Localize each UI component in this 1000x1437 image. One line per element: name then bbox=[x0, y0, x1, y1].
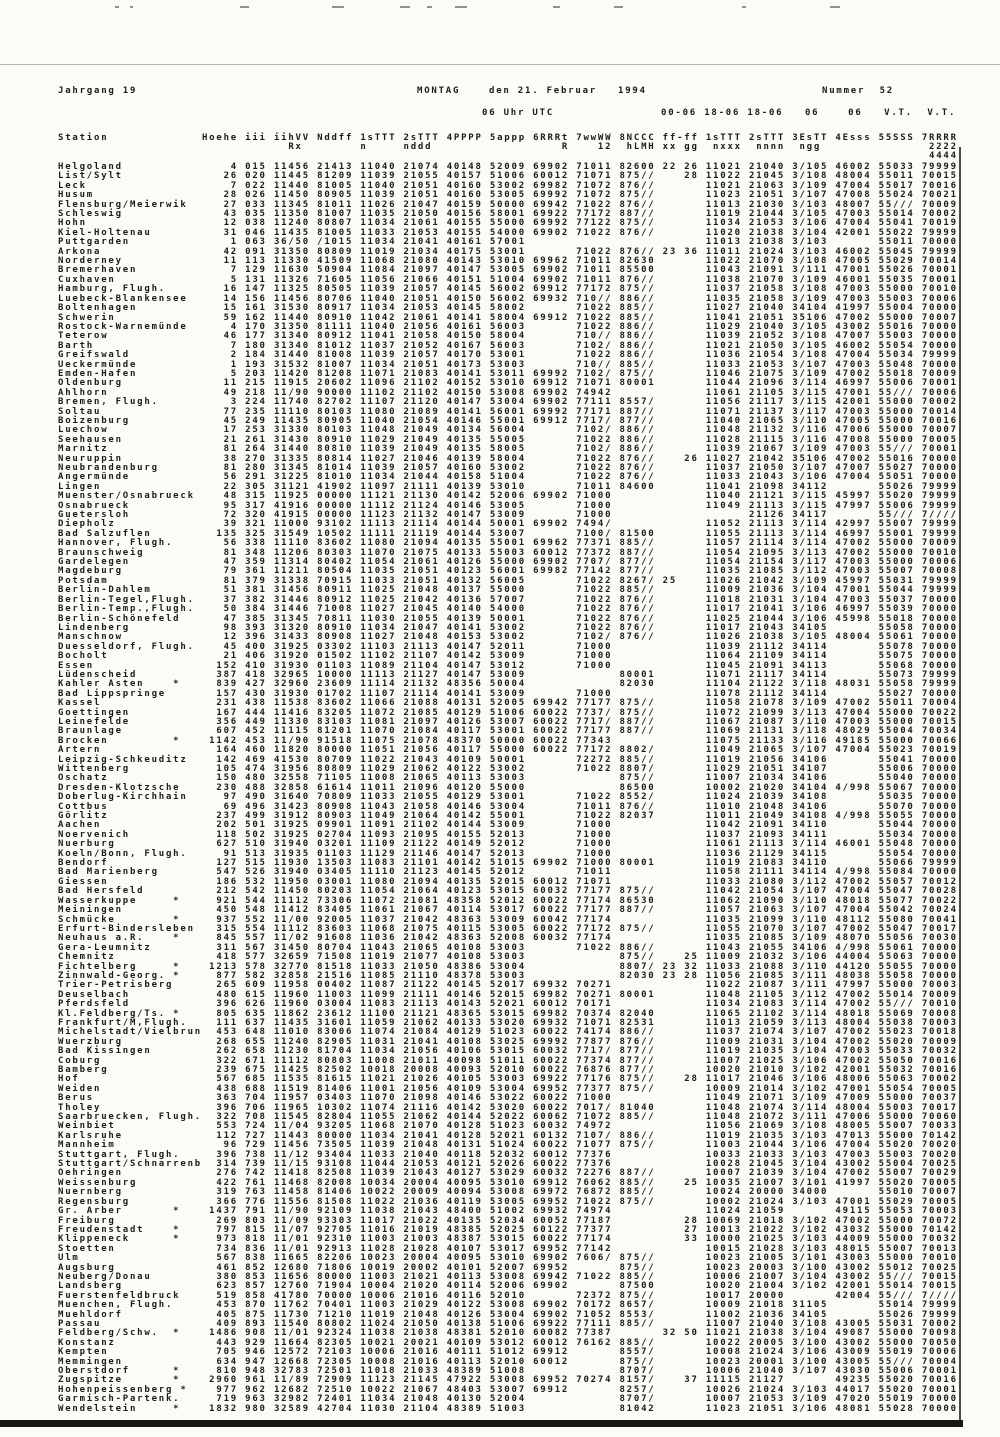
table-row: Doberlug-Kirchhain 97 490 31640 70809 11033 21055 40129 53001 71022 8552/ 11024 21039 34108 55035 70000 bbox=[58, 792, 958, 803]
table-row: Duesseldorf, Flugh. 45 400 31925 03302 11103 21113 40147 52011 71000 11039 21112 34114 55078 70000 bbox=[58, 641, 958, 652]
top-rule-line bbox=[0, 64, 1000, 65]
table-row: Wendelstein * 1832 980 32589 42704 11030 21104 48389 51003 81042 11023 21051 3/106 48081 55028 70000 bbox=[58, 1403, 958, 1414]
table-row: Helgoland 4 015 11456 21413 11040 21074 40148 52009 69902 71011 82600 22 26 11021 21040 3/105 46002 55033 79999 bbox=[58, 162, 958, 172]
table-row: Arkona 42 091 31350 80809 11019 21034 40175 53001 71022 876// 23 36 11011 21024 3/103 46002 55045 79999 bbox=[58, 246, 958, 257]
table-row: Hamburg, Flugh. 16 147 11325 80505 11039 21057 40145 56002 69912 77172 875// 11037 21058 3/108 47003 55000 70010 bbox=[58, 284, 958, 295]
table-row: Wuerzburg 268 655 11240 82905 11031 21041 40108 53025 69992 77877 876// 11009 21031 3/104 47002 55020 70009 bbox=[58, 1036, 958, 1047]
table-row: Weinbiet 553 724 11/04 93205 11068 21070 40128 51023 60032 74972 11056 21069 3/108 48005 55007 70033 bbox=[58, 1121, 958, 1132]
table-row: Leck 7 022 11440 81005 11040 21051 40160 53002 69982 71072 876// 11021 21063 3/109 47004 55017 70016 bbox=[58, 180, 958, 191]
scan-artifact bbox=[115, 6, 119, 8]
table-row: Meiningen 450 548 11412 83405 11061 21067 40114 53017 60022 77177 887// 11057 21063 3/107 47004 55042 70024 bbox=[58, 905, 958, 916]
table-row: Nuerburg 627 510 31940 03201 11109 21122 40149 52012 71000 11061 21113 3/114 46001 55048 70000 bbox=[58, 839, 958, 850]
table-row: Lingen 22 305 31121 41902 11097 21111 40139 53010 71011 84600 11041 21098 34112 55026 79999 bbox=[58, 481, 958, 492]
table-row: Stuttgart, Flugh. 396 738 11/12 93404 11033 21040 40118 52032 60012 77376 10033 21033 3/103 47003 55003 70020 bbox=[58, 1149, 958, 1160]
table-row: Boizenburg 45 249 11435 80905 11040 21054 40146 55001 69912 7717/ 877// 11040 21065 3/110 47005 55000 70016 bbox=[58, 415, 958, 426]
columns-subheader-row-1: Rx n nddd R 12 hLMH xx gg nxxx nnnn ngg 2222 bbox=[58, 142, 958, 152]
table-row: Passau 409 893 11540 80802 11024 21050 40138 51006 69922 77111 885// 11007 21040 3/108 43005 55031 70002 bbox=[58, 1318, 958, 1329]
table-row: Hof 567 685 11535 81615 11021 21026 40105 53003 69922 77176 875// 28 11017 21046 3/106 48006 55063 70002 bbox=[58, 1074, 958, 1085]
table-row: Fichtelberg * 1213 578 32770 81518 11033 21050 48386 53004 8807/ 23 32 11033 21088 3/110 44120 55055 70000 bbox=[58, 961, 958, 972]
station-table bbox=[58, 163, 958, 1414]
table-row: Bremerhaven 7 129 11630 50904 11084 21097 40147 53005 69902 71011 85500 11043 21091 3/111 47001 55026 70001 bbox=[58, 265, 958, 276]
scan-artifact bbox=[130, 6, 133, 8]
table-row: Puttgarden 1 063 36/50 /1015 11034 21041 40161 57001 11013 21038 3/103 55011 70000 bbox=[58, 237, 958, 248]
table-row: Augsburg 461 852 12680 71806 10019 20002 40101 52007 69952 875// 10023 20003 3/100 43002 55012 70025 bbox=[58, 1262, 958, 1273]
table-row: Boltenhagen 15 161 31530 80917 11034 21053 40145 58002 71022 885// 11027 21040 34104 41997 55004 70000 bbox=[58, 303, 958, 314]
scan-artifact bbox=[332, 6, 344, 8]
date-label: den 21. Februar bbox=[489, 86, 597, 96]
table-row: Braunlage 607 452 11115 81201 11070 21084 40117 53001 60022 77177 887// 11069 21131 3/118 48029 55004 70034 bbox=[58, 726, 958, 737]
table-row: Ueckermünde 1 193 31532 81007 11034 21051 40173 53003 710// 885// 11033 21053 3/107 47003 55048 70000 bbox=[58, 359, 958, 370]
table-row: Hohenpeissenberg * 977 962 12682 72510 10022 21067 48403 53007 69912 8257/ 10026 21024 3/103 44017 55020 70001 bbox=[58, 1384, 958, 1395]
table-row: Lüdenscheid 387 418 32965 10000 11113 21127 40147 53009 80001 11071 21117 34114 55073 79999 bbox=[58, 669, 958, 680]
table-row: Berlin-Tegel,Flugh. 37 382 31446 80912 11025 21042 40136 57007 71022 876// 11018 21031 3/104 47003 55037 70000 bbox=[58, 594, 958, 605]
table-row: Luechow 17 253 31330 80103 11048 21049 40134 56004 7102/ 886// 11048 21132 3/116 47006 55000 70007 bbox=[58, 425, 958, 436]
table-row: Bad Marienberg 547 526 31940 03405 11110 21123 40145 52012 71011 11058 21111 34114 4/998 55084 70000 bbox=[58, 867, 958, 878]
table-row: Oldenburg 11 215 11915 20602 11096 21102 40152 53010 69912 71071 80001 11044 21096 3/114 46997 55006 70001 bbox=[58, 378, 958, 389]
table-row: Dresden-Klotzsche 230 488 32858 61614 11011 21096 40120 55000 86500 10002 21020 34104 4/998 55067 70000 bbox=[58, 782, 958, 793]
year-label: 1994 bbox=[618, 86, 647, 96]
table-row: Coburg 322 671 11112 80803 11008 21011 40098 51011 60022 77374 877// 11007 21025 3/106 47002 55050 70016 bbox=[58, 1055, 958, 1066]
table-row: Teterow 46 177 31340 80912 11041 21058 40150 58004 710// 886// 11039 21052 3/108 47007 55003 70000 bbox=[58, 331, 958, 342]
table-row: Hohn 12 038 11240 80807 11034 21061 40155 55000 69992 77122 875// 11034 21053 3/106 47004 55041 70019 bbox=[58, 218, 958, 229]
table-row: Brocken * 1142 453 11/90 91518 11075 21078 48370 50000 60022 77343 11075 21133 3/116 49185 55000 70066 bbox=[58, 735, 958, 746]
table-row: Frankfurt/M,Flugh. 111 637 11435 31601 11059 21062 40133 53020 69932 71071 82531 11013 21059 3/113 48004 55038 70003 bbox=[58, 1017, 958, 1028]
bottom-border-bar bbox=[0, 1420, 963, 1427]
table-row: Koeln/Bonn, Flugh. 91 513 31935 01103 11129 21146 40147 52013 71000 11036 21129 34115 55054 70000 bbox=[58, 848, 958, 859]
table-row: Bad Hersfeld 212 542 11450 80203 11054 21064 40123 53015 60032 77177 875// 11042 21054 3/107 47004 55047 70028 bbox=[58, 886, 958, 897]
table-row: List/Sylt 26 020 11445 81209 11039 21055 40157 51006 60012 71071 875// 28 11022 21045 3/108 48004 55011 70015 bbox=[58, 171, 958, 182]
right-border-line bbox=[959, 147, 961, 1421]
table-row: Görlitz 237 499 31912 80903 11049 21064 40142 55001 71022 82037 11011 21049 34108 4/998 55055 70000 bbox=[58, 811, 958, 822]
table-row: Klippeneck * 973 818 11/01 92310 11003 21003 48387 53015 60022 77174 33 10000 21025 3/103 44009 55000 70032 bbox=[58, 1234, 958, 1245]
volume-label: Jahrgang 19 bbox=[58, 86, 138, 96]
table-row: Fuerstenfeldbruck 519 858 41780 70000 10006 21016 40116 52010 72372 875// 10017 20000 42004 55/// 7//// bbox=[58, 1290, 958, 1301]
table-row: Kempten 705 946 12572 72103 10006 21016 40111 51012 69912 8557/ 10008 21024 3/106 43009 55019 70006 bbox=[58, 1347, 958, 1358]
table-row: Braunschweig 81 348 11206 80303 11070 21075 40133 55003 60012 77372 887// 11054 21095 3/113 47002 55000 70010 bbox=[58, 547, 958, 558]
table-row: Greifswald 2 184 31440 81008 11039 21057 40170 53001 71022 886// 11036 21054 3/108 47004 55034 79999 bbox=[58, 350, 958, 361]
table-row: Schwerin 59 162 11440 80910 11042 21061 40141 58004 69912 71022 885// 11041 21051 35106 47002 55000 70007 bbox=[58, 312, 958, 323]
table-row: Hannover, Flugh. 56 338 11110 83602 11080 21094 40135 55001 69962 77371 885// 11057 21114 3/114 47002 55000 70009 bbox=[58, 538, 958, 549]
columns-subheader-row-2: 4444 bbox=[58, 151, 958, 161]
table-row: Oschatz 150 480 32558 71105 11008 21065 40113 53003 875// 11007 21034 34106 55040 70000 bbox=[58, 773, 958, 784]
table-row: Schleswig 43 035 11350 81007 11035 21050 40156 58001 69922 77172 887// 11019 21044 3/105 47003 55014 70002 bbox=[58, 209, 958, 220]
table-row: Norderney 11 113 11330 41509 11068 21080 40143 53010 69962 71011 82630 11022 21070 3/108 47005 55029 70014 bbox=[58, 256, 958, 267]
scan-artifact bbox=[742, 6, 746, 8]
table-row: Tholey 396 706 11965 10302 11074 21116 40142 53020 60022 7017/ 81040 11048 21074 3/114 48004 55003 70017 bbox=[58, 1102, 958, 1113]
table-row: Weiden 438 688 11519 81406 11001 21056 40109 53004 69952 77377 875// 10009 21014 3/102 47001 55054 70005 bbox=[58, 1083, 958, 1094]
scan-artifact bbox=[614, 6, 623, 8]
table-row: Neuhaus a.R. * 845 557 11/02 91608 11036 21042 48363 52008 60032 77174 11035 21085 3/109 48070 55056 70030 bbox=[58, 933, 958, 944]
table-row: Stuttgart/Schnarrenb 314 739 11/15 93108 11044 21053 40121 52026 60022 77376 10028 21045 3/104 43002 55004 70025 bbox=[58, 1159, 958, 1170]
table-row: Gr. Arber * 1437 791 11/90 92109 11038 21043 48400 51002 69932 74974 11024 21059 49115 55053 70003 bbox=[58, 1206, 958, 1217]
table-row: Lindenberg 98 393 31320 80910 11034 21047 40141 53002 71022 876// 11017 21043 34105 55058 70000 bbox=[58, 622, 958, 633]
table-row: Bad Salzuflen 135 325 31549 10502 11111 21119 40144 53007 7100/ 81500 11055 21113 3/114 46997 55001 79999 bbox=[58, 528, 958, 539]
table-row: Potsdam 81 379 31338 70915 11033 21051 40132 56005 71022 8267/ 25 11026 21042 3/109 45997 55031 79999 bbox=[58, 575, 958, 586]
table-row: Diepholz 39 321 11000 93102 11113 21114 40144 50001 69902 7494/ 11052 21113 3/114 42997 55007 79999 bbox=[58, 519, 958, 530]
table-row: Regensburg 366 776 11556 81508 11022 21036 40119 53005 69952 71022 875// 10002 21024 3/103 47001 55029 70005 bbox=[58, 1196, 958, 1207]
table-row: Saarbruecken, Flugh. 322 708 11545 82804 11055 21062 40144 52022 60062 71072 885// 11048 21072 3/111 47006 55000 70060 bbox=[58, 1112, 958, 1123]
table-row: Kassel 231 438 11538 83602 11066 21088 40131 52005 69942 77177 875// 11058 21078 3/109 47002 55011 70004 bbox=[58, 698, 958, 709]
table-row: Gera-Leumnitz 311 567 31450 80704 11043 21065 40108 53003 71022 886// 11043 21055 34106 4/998 55061 70000 bbox=[58, 942, 958, 953]
table-row: Mannheim 96 729 11456 73505 11039 21048 40131 51024 60022 71077 875// 11003 21044 3/106 47004 55020 70020 bbox=[58, 1140, 958, 1151]
scan-artifact bbox=[830, 6, 840, 8]
table-row: Weissenburg 422 761 11468 82008 10034 20004 40095 53010 69912 76062 885// 25 10035 21007 3/101 41997 55020 70005 bbox=[58, 1177, 958, 1188]
issue-label: Nummer 52 bbox=[822, 86, 894, 96]
table-row: Nuernberg 319 763 11458 81406 10022 20009 40094 53008 69972 76872 885// 10024 20000 34000 55010 70007 bbox=[58, 1187, 958, 1198]
table-row: Bad Kissingen 262 658 11230 81704 11034 21056 40106 53015 60032 7717/ 877// 11019 21035 3/104 47003 55033 70032 bbox=[58, 1046, 958, 1057]
table-row: Barth 7 180 31340 81012 11037 21052 40167 56003 7102/ 886// 11021 21050 3/105 46002 55054 70000 bbox=[58, 340, 958, 351]
table-row: Goettingen 167 444 11416 83205 11072 21085 40129 51006 60022 7737/ 875// 11072 21099 3/113 47004 55000 70022 bbox=[58, 707, 958, 718]
table-row: Ulm 567 838 11665 82206 10023 20004 40095 53010 69902 7606/ 875// 10023 21005 3/101 43003 55000 70010 bbox=[58, 1253, 958, 1264]
table-row: Husum 28 026 11450 80905 11039 21051 40160 53005 69992 71072 875// 11023 21051 3/107 47008 55024 70021 bbox=[58, 190, 958, 201]
table-row: Cuxhaven 5 131 11326 71605 11056 21066 40151 51004 69902 71011 876// 11038 21070 3/109 46001 55035 70001 bbox=[58, 274, 958, 285]
scan-artifact bbox=[553, 6, 560, 8]
table-row: Manschnow 12 396 31433 80908 11027 21048 40153 53002 7102/ 876// 11026 21038 3/105 48004 55061 70000 bbox=[58, 632, 958, 643]
table-row: Freiburg 269 803 11/09 93303 11017 21022 40135 52034 60052 77187 28 10069 21018 3/102 47002 55000 70072 bbox=[58, 1215, 958, 1226]
table-row: Muehldorf 405 875 11730 71210 11019 21048 40126 53004 69902 71052 8553/ 11002 21036 34105 55026 79999 bbox=[58, 1309, 958, 1320]
table-row: Freudenstadt * 797 815 11/07 92705 11016 21019 48385 52025 60122 77377 27 10013 21022 3/102 43032 55000 70142 bbox=[58, 1224, 958, 1235]
table-row: Angermünde 56 291 31225 81010 11034 21044 40158 51004 71022 876// 11033 21043 3/106 47004 55051 70000 bbox=[58, 472, 958, 483]
table-row: Schmücke * 937 552 11/00 92005 11037 21042 48363 53009 60042 77174 11035 21099 3/110 48112 55080 70041 bbox=[58, 914, 958, 925]
table-row: Bamberg 239 675 11425 82502 10018 20008 40093 52010 60022 76876 877// 10020 21010 3/102 42001 55032 70016 bbox=[58, 1065, 958, 1075]
table-row: Leinefelde 356 449 11330 83103 11081 21097 40126 53007 60022 7717/ 887// 11067 21087 3/110 47003 55000 70015 bbox=[58, 716, 958, 727]
scan-artifact bbox=[240, 6, 249, 8]
table-row: Oehringen 276 742 11418 82508 11039 21043 40127 53029 60032 72276 887// 10007 21039 3/104 47002 55007 70029 bbox=[58, 1168, 958, 1179]
table-row: Bad Lippspringe 157 430 31930 01702 11107 21114 40141 53009 71000 11078 21112 34114 55027 70000 bbox=[58, 688, 958, 699]
table-row: Luebeck-Blankensee 14 156 11456 80706 11040 21051 40150 56002 69932 710// 886// 11035 21058 3/109 47003 55003 70006 bbox=[58, 293, 958, 304]
scan-artifact bbox=[400, 6, 410, 8]
scan-artifact bbox=[427, 6, 432, 8]
table-row: Wasserkuppe * 921 544 11112 73306 11072 21081 48358 52012 60022 77174 86530 11062 21090 3/110 48018 55077 70022 bbox=[58, 895, 958, 906]
table-row: Muenchen, Flugh. 453 870 11762 70401 11003 21029 40122 53008 69902 70172 8657/ 10009 21018 31105 55014 79999 bbox=[58, 1300, 958, 1311]
table-row: Gardelegen 47 359 11314 80402 11054 21061 40126 55000 69902 7707/ 877// 11054 21154 3/117 47003 55000 70006 bbox=[58, 557, 958, 568]
table-row: Seehausen 21 261 31430 80910 11029 21049 40135 55005 71022 886// 11028 21115 3/116 47008 55000 70005 bbox=[58, 434, 958, 445]
table-row: Bendorf 127 515 11930 13503 11083 21101 40142 51015 69902 71000 80001 11019 21083 34110 55066 79999 bbox=[58, 858, 958, 869]
table-row: Magdeburg 79 361 11211 80504 11035 21051 40123 56001 69982 77142 877// 11035 21085 3/112 47003 55007 70008 bbox=[58, 566, 958, 577]
table-row: Giessen 186 532 11950 03001 11080 21094 40135 52015 60012 71071 11033 21080 3/112 47002 55057 70012 bbox=[58, 876, 958, 887]
table-row: Landsberg 623 857 12760 71904 10004 21020 40114 52006 69902 87500 10020 21004 3/102 42001 55014 70015 bbox=[58, 1281, 958, 1292]
table-row: Leipzig-Schkeuditz 142 469 41530 80709 11022 21043 40109 50001 72272 885// 11019 21056 34106 55041 70000 bbox=[58, 754, 958, 765]
table-row: Trier-Petrisberg 265 609 11958 00402 11087 21122 40145 52017 69932 70271 11022 21087 3/111 47997 55000 70003 bbox=[58, 980, 958, 991]
table-row: Rostock-Warnemünde 4 170 31350 81111 11040 21056 40161 56003 71022 886// 11029 21040 3/105 43002 55016 70000 bbox=[58, 321, 958, 332]
table-row: Wittenberg 105 474 31956 80809 11029 21062 40122 53002 71022 8807/ 11029 21051 34107 55006 70000 bbox=[58, 764, 958, 774]
table-row: Zugspitze * 2960 961 11/89 72909 11123 21145 47922 53008 69952 70274 8157/ 37 11115 21127 49235 55020 70016 bbox=[58, 1375, 958, 1386]
table-row: Kahler Asten * 839 427 32960 23609 11114 21132 48356 50004 82030 11104 21122 3/118 48031 55058 79999 bbox=[58, 679, 958, 690]
table-row: Flensburg/Meierwik 27 033 11345 81011 11026 21047 40159 50000 69942 71022 876// 11013 21030 3/103 48007 55/// 70009 bbox=[58, 199, 958, 210]
table-row: Bocholt 21 406 31920 01502 11102 21107 40142 53009 71000 11064 21109 34114 55075 70000 bbox=[58, 651, 958, 662]
table-row: Berlin-Schönefeld 47 385 31345 70811 11030 21055 40139 50001 71022 876// 11025 21044 3/106 45998 55018 70000 bbox=[58, 613, 958, 624]
table-row: Neuruppin 38 270 31335 80814 11027 21046 40139 58004 71022 876// 26 11027 21042 35106 47002 55016 70000 bbox=[58, 453, 958, 464]
table-row: Berlin-Temp.,Flugh. 50 384 31446 71008 11027 21045 40140 54000 71022 876// 11017 21041 3/106 46997 55039 70000 bbox=[58, 604, 958, 615]
table-row: Osnabrueck 95 317 41916 00000 11112 21124 40146 53005 71000 11049 21113 3/115 47997 55006 79999 bbox=[58, 500, 958, 511]
table-row: Stoetten 734 836 11/01 92913 11028 21028 40107 53017 69952 77142 10015 21028 3/103 48015 55007 70013 bbox=[58, 1243, 958, 1254]
table-row: Emden-Hafen 5 203 11420 81208 11071 21083 40141 53011 69992 7102/ 875// 11046 21075 3/109 47002 55018 70009 bbox=[58, 368, 958, 379]
table-row: Ahlhorn 49 218 11/90 90000 11102 21102 40150 53008 69902 74942 11061 21105 3/115 47001 55/// 70006 bbox=[58, 387, 958, 398]
table-row: Karlsruhe 112 727 11443 80000 11034 21041 40128 52021 60132 7107/ 886// 11019 21035 3/103 47013 55000 70142 bbox=[58, 1130, 958, 1141]
table-row: Neubrandenburg 81 280 31345 81014 11039 21057 40160 53002 71022 876// 11037 21050 3/107 47007 55027 70000 bbox=[58, 463, 958, 473]
table-row: Artern 164 460 11820 80000 11051 21056 40117 55000 60022 77172 8802/ 11049 21065 3/107 47004 55023 70019 bbox=[58, 745, 958, 756]
table-row: Memmingen 634 947 12668 72305 10008 21016 40113 52010 60012 875// 10023 20001 3/100 43005 55/// 70004 bbox=[58, 1356, 958, 1367]
table-row: Feldberg/Schw. * 1486 908 11/01 92324 11038 21038 48381 52010 60082 77387 32 50 11021 21038 3/104 49087 55000 70098 bbox=[58, 1328, 958, 1339]
table-row: Berlin-Dahlem 51 381 31456 80911 11025 21048 40137 55000 71022 885// 11009 21036 3/104 47001 55044 79999 bbox=[58, 585, 958, 596]
columns-header-row: Station Hoehe iii iihVV Nddff 1sTTT 2sTTT 4PPPP 5appp 6RRRt 7wwWW 8NCCC ff-ff 1sTTT 2sTTT 3EsTT 4Esss 55SSS 7RRRR bbox=[58, 133, 958, 143]
table-row: Pferdsfeld 396 626 11960 03004 11083 21113 40143 52021 60012 70171 11034 21083 3/114 47002 55/// 70010 bbox=[58, 999, 958, 1010]
table-row: Noervenich 118 502 31925 02704 11093 21095 40155 52013 71000 11037 21093 34111 55034 70000 bbox=[58, 829, 958, 840]
table-row: Michelstadt/Vielbrun 453 648 11010 83006 11074 21084 40129 51023 60022 74174 886// 11037 21074 3/107 47002 55023 70018 bbox=[58, 1027, 958, 1038]
table-row: Garmisch-Partenk. 719 963 32982 72401 11034 21048 40130 52004 8707/ 10007 21053 3/109 47020 55019 70000 bbox=[58, 1394, 958, 1405]
table-row: Essen 152 410 31930 01103 11089 21104 40147 53012 71000 11045 21091 34113 55068 70000 bbox=[58, 660, 958, 671]
table-row: Zinnwald-Georg. * 877 582 32858 21516 11085 21110 48378 53003 82030 23 28 11056 21085 3/111 48038 55058 70000 bbox=[58, 970, 958, 981]
table-row: Chemnitz 418 577 32659 71508 11019 21077 40108 53003 875// 25 11009 21032 3/106 44004 55063 70000 bbox=[58, 952, 958, 963]
table-row: Deuselbach 480 615 11960 11003 11099 21111 40146 52015 69982 70271 80001 11048 21105 3/112 47002 55014 70009 bbox=[58, 989, 958, 1000]
table-row: Kiel-Holtenau 31 046 11435 81005 11033 21053 40155 54000 69902 71022 876// 11020 21038 3/104 42001 55022 79999 bbox=[58, 227, 958, 238]
period-columns-row: 00-06 18-06 18-06 06 06 V.T. V.T. bbox=[661, 108, 957, 118]
table-row: Neuberg/Donau 380 853 11656 80000 11003 21021 40113 53008 69942 71022 885// 10006 21007 3/104 43002 55/// 70015 bbox=[58, 1271, 958, 1282]
table-row: Erfurt-Bindersleben 315 554 11112 83603 11068 21075 40115 53005 60022 77172 875// 11055 21070 3/107 47002 55047 70017 bbox=[58, 923, 958, 934]
scan-artifact bbox=[455, 6, 467, 8]
table-row: Marnitz 81 264 31440 80810 11039 21049 40135 58005 7102/ 886// 11039 21067 3/109 47003 55/// 70001 bbox=[58, 444, 958, 455]
table-row: Kl.Feldberg/Ts. * 805 635 11862 23612 11100 21121 48365 53015 69982 70374 82040 11065 21102 3/114 48018 55069 70008 bbox=[58, 1008, 958, 1019]
table-row: Guetersloh 72 320 41915 00000 11123 21132 40147 53009 71000 21126 34117 55/// 7//// bbox=[58, 510, 958, 521]
weekday-label: MONTAG bbox=[417, 86, 461, 96]
table-row: Cottbus 69 496 31423 80908 11043 21058 40146 53004 71011 876// 11010 21048 34106 55070 70000 bbox=[58, 801, 958, 812]
table-row: Muenster/Osnabrueck 48 315 11925 00000 11121 21130 40142 52006 69902 71000 11040 21121 3/115 45997 55020 79999 bbox=[58, 491, 958, 502]
table-row: Konstanz 443 929 11664 82305 10021 20021 40109 53012 60012 76162 885// 10022 20005 3/100 43002 55000 70050 bbox=[58, 1337, 958, 1348]
obs-time-label: 06 Uhr UTC bbox=[482, 108, 554, 118]
table-row: Berus 363 704 11957 03403 11070 21098 40146 53022 60022 71000 11049 21071 3/109 47009 55000 70037 bbox=[58, 1093, 958, 1104]
table-row: Bremen, Flugh. 3 224 11740 82702 11107 21120 40147 53004 69902 77111 8557/ 11056 21117 3/115 42001 55000 70002 bbox=[58, 397, 958, 408]
table-row: Oberstdorf * 810 948 32783 72501 11018 21033 48389 51008 8707/ 10006 21040 3/107 43030 55006 70001 bbox=[58, 1366, 958, 1376]
table-row: Aachen 202 501 31925 09901 11091 21102 40144 53009 71000 11042 21091 34110 55044 70000 bbox=[58, 820, 958, 831]
table-row: Soltau 77 235 11110 80103 11080 21089 40141 56001 69992 77171 887// 11071 21137 3/117 47003 55000 70014 bbox=[58, 406, 958, 417]
